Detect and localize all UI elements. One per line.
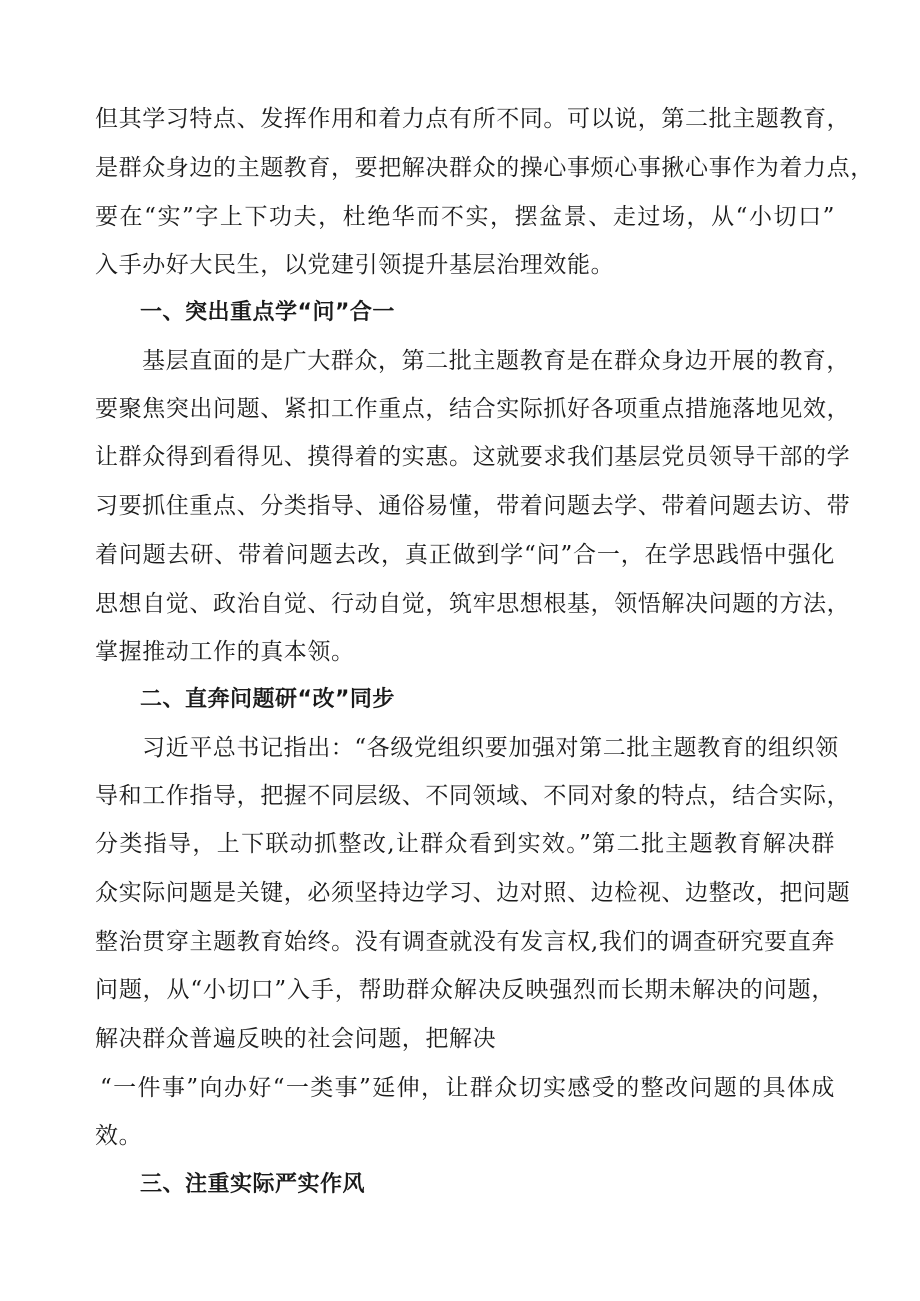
section-1-line: 思想自觉、政治自觉、行动自觉，筑牢思想根基，领悟解决问题的方法， xyxy=(95,591,851,617)
section-1-line: 让群众得到看得见、摸得着的实惠。这就要求我们基层党员领导干部的学 xyxy=(95,444,851,470)
section-2-line: 问题，从“小切口”入手，帮助群众解决反映强烈而长期未解决的问题， xyxy=(95,977,835,1003)
section-2-line: 效。 xyxy=(95,1123,143,1149)
section-2-heading: 二、直奔问题研“改”同步 xyxy=(140,687,395,712)
intro-line: 但其学习特点、发挥作用和着力点有所不同。可以说，第二批主题教育， xyxy=(95,106,851,132)
section-1-line: 习要抓住重点、分类指导、通俗易懂，带着问题去学、带着问题去访、带 xyxy=(95,493,851,519)
section-2-line: “一件事”向办好“一类事”延伸，让群众切实感受的整改问题的具体成 xyxy=(100,1075,835,1101)
intro-line: 入手办好大民生，以党建引领提升基层治理效能。 xyxy=(95,252,615,278)
intro-line: 是群众身边的主题教育，要把解决群众的操心事烦心事揪心事作为着力点， xyxy=(95,155,874,181)
section-3-heading: 三、注重实际严实作风 xyxy=(140,1172,366,1197)
section-1-line: 着问题去研、带着问题去改，真正做到学“问”合一，在学思践悟中强化 xyxy=(95,542,835,568)
section-1-line: 基层直面的是广大群众，第二批主题教育是在群众身边开展的教育， xyxy=(142,348,850,374)
section-2-line: 习近平总书记指出：“各级党组织要加强对第二批主题教育的组织领 xyxy=(142,735,839,761)
section-1-line: 掌握推动工作的真本领。 xyxy=(95,639,355,665)
section-1-heading: 一、突出重点学“问”合一 xyxy=(140,300,395,325)
section-1-line: 要聚焦突出问题、紧扣工作重点，结合实际抓好各项重点措施落地见效， xyxy=(95,396,851,422)
section-2-line: 分类指导，上下联动抓整改,让群众看到实效。”第二批主题教育解决群 xyxy=(95,831,835,857)
section-2-line: 解决群众普遍反映的社会问题，把解决 xyxy=(95,1026,497,1052)
section-2-line: 整治贯穿主题教育始终。没有调查就没有发言权,我们的调查研究要直奔 xyxy=(95,929,835,955)
section-2-line: 导和工作指导，把握不同层级、不同领域、不同对象的特点，结合实际， xyxy=(95,783,851,809)
intro-line: 要在“实”字上下功夫，杜绝华而不实，摆盆景、走过场，从“小切口” xyxy=(95,204,835,230)
section-2-line: 众实际问题是关键，必须坚持边学习、边对照、边检视、边整改，把问题 xyxy=(95,880,851,906)
